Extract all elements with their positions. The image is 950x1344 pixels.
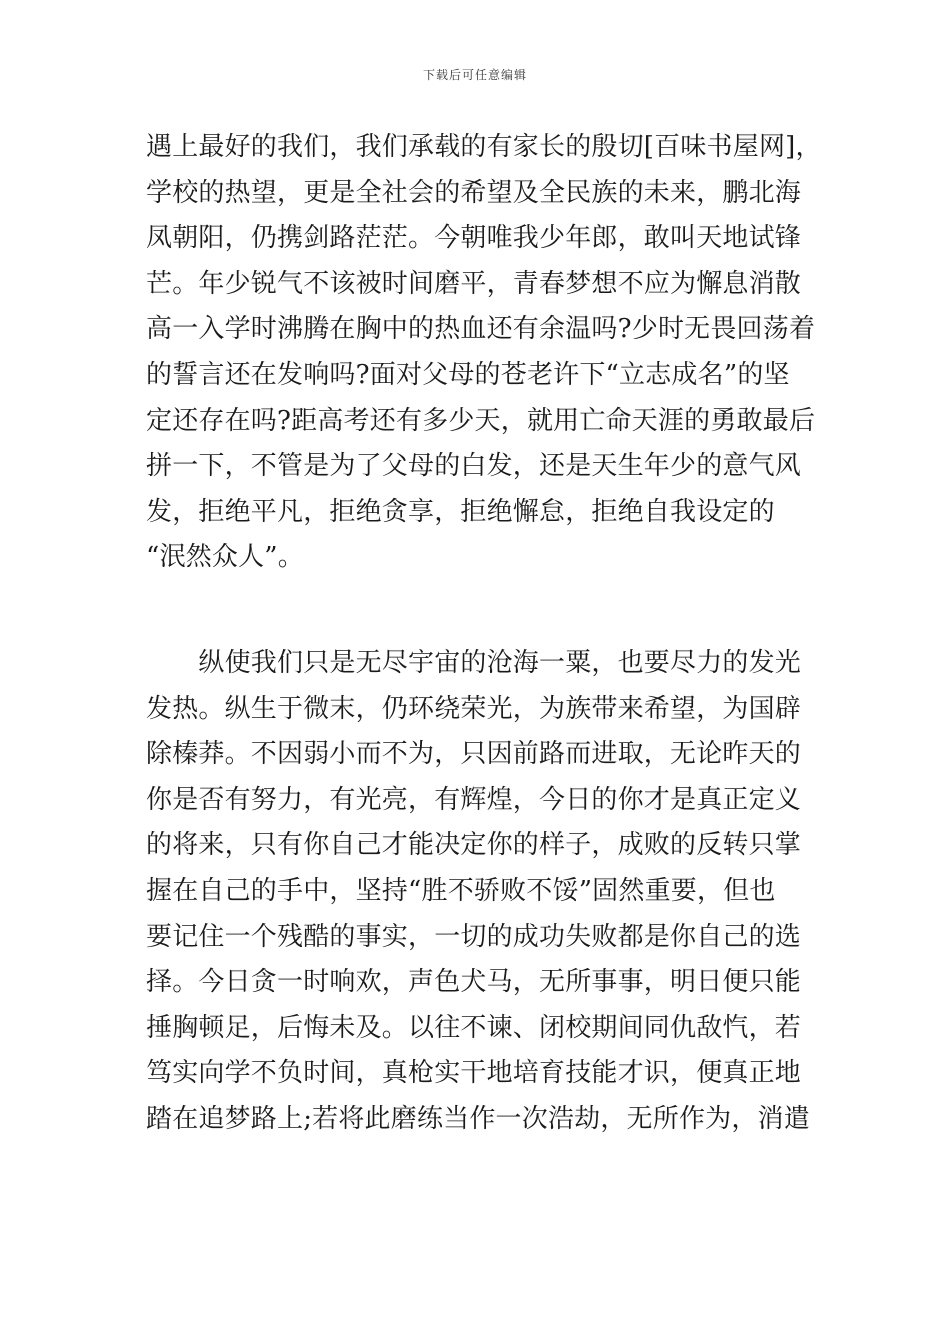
text-line: 定还存在吗?距高考还有多少天，就用亡命天涯的勇敢最后 [146, 405, 816, 436]
text-line: 除榛莽。不因弱小而不为，只因前路而进取，无论昨天的 [146, 739, 802, 770]
paragraph-spacer [146, 581, 816, 641]
text-line: 遇上最好的我们，我们承载的有家长的殷切[百味书屋网]， [146, 132, 822, 162]
text-line: 捶胸顿足，后悔未及。以往不谏、闭校期间同仇敌忾，若 [146, 1012, 802, 1043]
text-line: 凤朝阳，仍携剑路茫茫。今朝唯我少年郎，敢叫天地试锋 [146, 223, 802, 254]
text-line: 的誓言还在发响吗?面对父母的苍老许下“立志成名”的坚 [146, 359, 790, 390]
text-line: “泯然众人”。 [146, 542, 304, 573]
paragraph-2 [146, 641, 816, 1143]
text-line: 你是否有努力，有光亮，有辉煌，今日的你才是真正定义 [146, 784, 802, 815]
text-line: 纵使我们只是无尽宇宙的沧海一粟，也要尽力的发光 [146, 647, 802, 678]
text-line: 学校的热望，更是全社会的希望及全民族的未来，鹏北海 [146, 177, 802, 208]
text-line: 发热。纵生于微末，仍环绕荣光，为族带来希望，为国辟 [146, 693, 802, 724]
page-header: 下载后可任意编辑 [422, 68, 527, 82]
text-line: 拼一下，不管是为了父母的白发，还是天生年少的意气风 [146, 451, 802, 482]
text-line: 踏在追梦路上;若将此磨练当作一次浩劫，无所作为，消遣 [146, 1103, 810, 1134]
text-line: 的将来，只有你自己才能决定你的样子，成败的反转只掌 [146, 830, 802, 861]
text-line: 握在自己的手中，坚持“胜不骄败不馁”固然重要，但也 [146, 875, 776, 906]
text-line: 要记住一个残酷的事实，一切的成功失败都是你自己的选 [146, 921, 802, 952]
document-body [146, 125, 822, 1142]
text-line: 发，拒绝平凡，拒绝贪享，拒绝懈怠，拒绝自我设定的 [146, 496, 775, 527]
text-line: 芒。年少锐气不该被时间磨平，青春梦想不应为懈息消散 [146, 268, 802, 299]
text-line: 高一入学时沸腾在胸中的热血还有余温吗?少时无畏回荡着 [146, 314, 816, 345]
text-line: 笃实向学不负时间，真枪实干地培育技能才识，便真正地 [146, 1058, 802, 1089]
text-line: 择。今日贪一时响欢，声色犬马，无所事事，明日便只能 [146, 967, 802, 998]
paragraph-1 [146, 125, 822, 581]
